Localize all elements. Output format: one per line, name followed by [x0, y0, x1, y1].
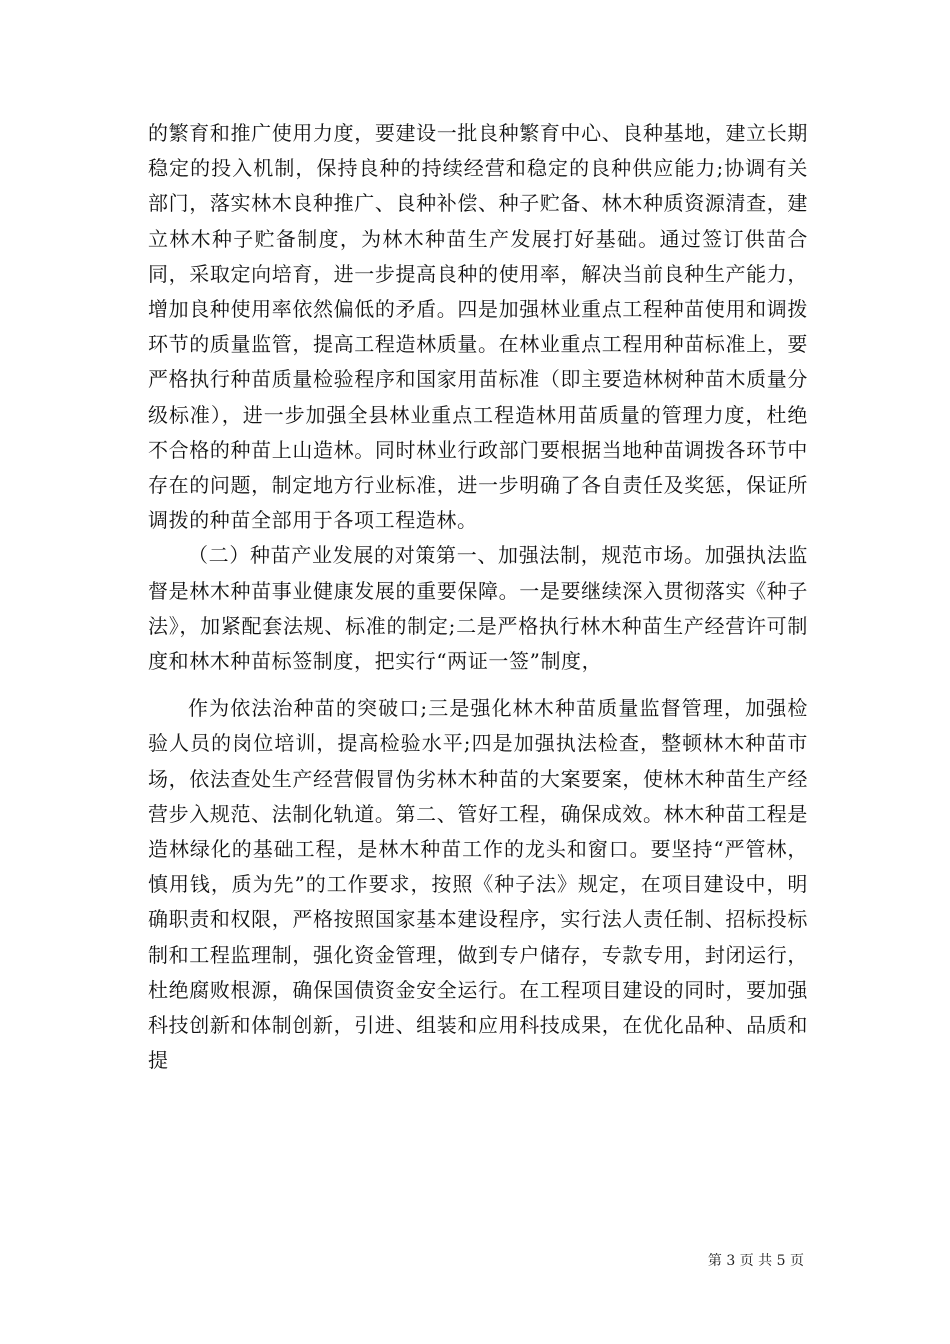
- document-body: [148, 116, 808, 1078]
- paragraph-section-two: （二）种苗产业发展的对策第一、加强法制，规范市场。加强执法监督是林木种苗事业健康发展的重要保障。一是要继续深入贯彻落实《种子法》，加紧配套法规、标准的制定;二是严格执行林木种苗生产经营许可制度和林木种苗标签制度，把实行“两证一签”制度，: [148, 543, 808, 674]
- page-number: 第 3 页 共 5 页: [707, 1253, 804, 1269]
- paragraph-continuation: 的繁育和推广使用力度，要建设一批良种繁育中心、良种基地，建立长期稳定的投入机制，保持良种的持续经营和稳定的良种供应能力;协调有关部门，落实林木良种推广、良种补偿、种子贮备、林木种质资源清查，建立林木种子贮备制度，为林木种苗生产发展打好基础。通过签订供苗合同，采取定向培育，进一步提高良种的使用率，解决当前良种生产能力，增加良种使用率依然偏低的矛盾。四是加强林业重点工程种苗使用和调拨环节的质量监管，提高工程造林质量。在林业重点工程用种苗标准上，要严格执行种苗质量检验程序和国家用苗标准（即主要造林树种苗木质量分级标准），进一步加强全县林业重点工程造林用苗质量的管理力度，杜绝不合格的种苗上山造林。同时林业行政部门要根据当地种苗调拨各环节中存在的问题，制定地方行业标准，进一步明确了各自责任及奖惩，保证所调拨的种苗全部用于各项工程造林。: [148, 121, 808, 533]
- paragraph-measures: 作为依法治种苗的突破口;三是强化林木种苗质量监督管理，加强检验人员的岗位培训，提高检验水平;四是加强执法检查，整顿林木种苗市场，依法查处生产经营假冒伪劣林木种苗的大案要案，使林木种苗生产经营步入规范、法制化轨道。第二、管好工程，确保成效。林木种苗工程是造林绿化的基础工程，是林木种苗工作的龙头和窗口。要坚持“严管林，慎用钱，质为先”的工作要求，按照《种子法》规定，在项目建设中，明确职责和权限，严格按照国家基本建设程序，实行法人责任制、招标投标制和工程监理制，强化资金管理，做到专户储存，专款专用，封闭运行，杜绝腐败根源，确保国债资金安全运行。在工程项目建设的同时，要加强科技创新和体制创新，引进、组装和应用科技成果，在优化品种、品质和提: [148, 696, 808, 1073]
